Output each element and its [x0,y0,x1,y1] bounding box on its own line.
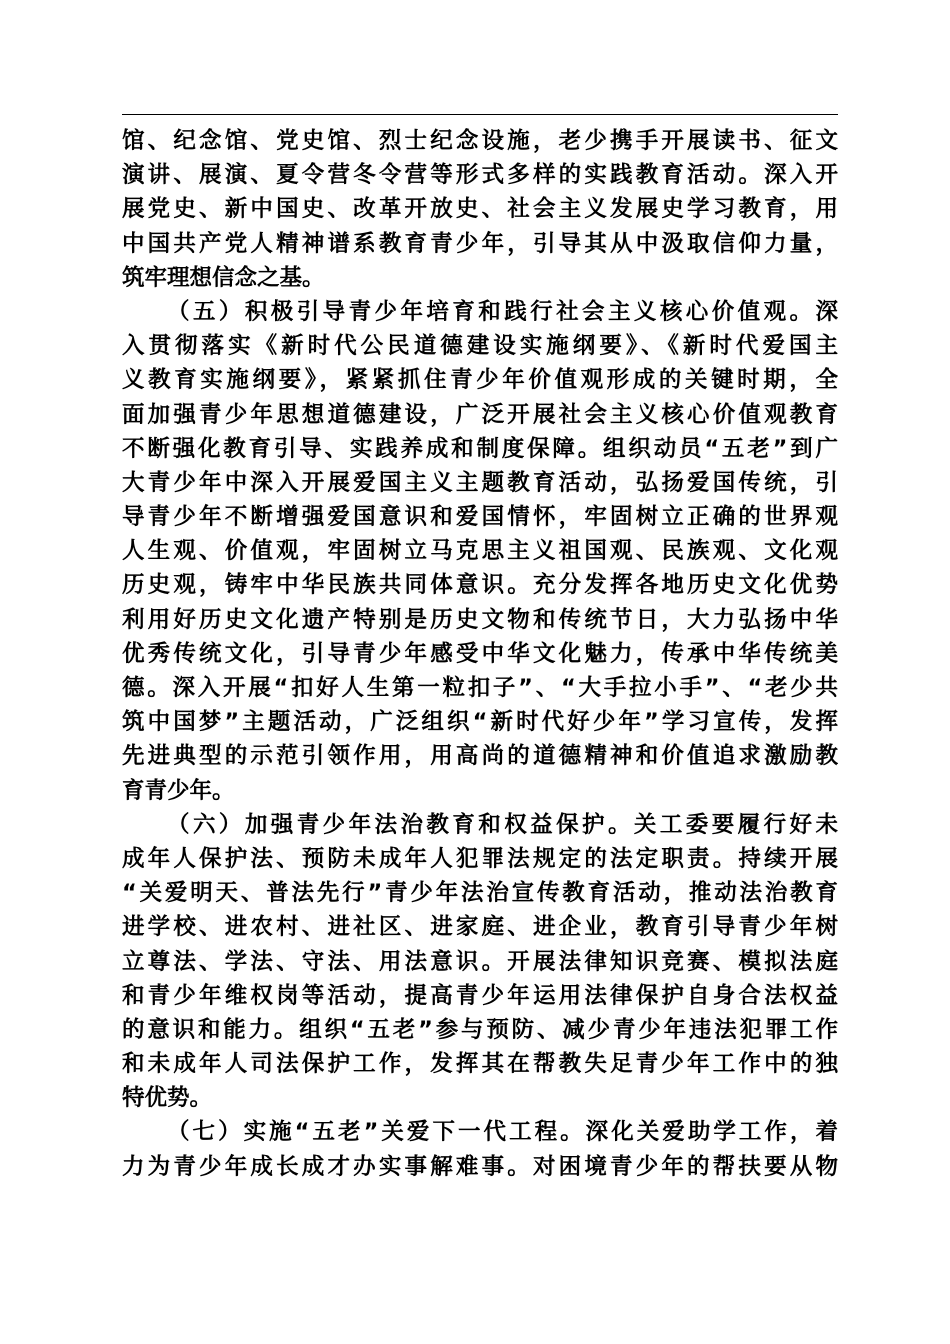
text-line: 特优势。 [122,1085,213,1112]
text-line: 历史观，铸牢中华民族共同体意识。充分发挥各地历史文化优势 [122,572,838,599]
text-line: “关爱明天、普法先行”青少年法治宣传教育活动，推动法治教育 [122,880,838,907]
text-line: 导青少年不断增强爱国意识和爱国情怀，牢固树立正确的世界观 [122,504,838,531]
paragraph-4-section-seven [122,1115,838,1183]
text-line: 演讲、展演、夏令营冬令营等形式多样的实践教育活动。深入开 [122,162,838,189]
text-line: 成年人保护法、预防未成年人犯罪法规定的法定职责。持续开展 [122,845,838,872]
text-line: 人生观、价值观，牢固树立马克思主义祖国观、民族观、文化观 [122,538,838,565]
text-line: 义教育实施纲要》，紧紧抓住青少年价值观形成的关键时期，全 [122,367,838,394]
text-line: 进学校、进农村、进社区、进家庭、进企业，教育引导青少年树 [122,914,838,941]
text-line: 入贯彻落实《新时代公民道德建设实施纲要》、《新时代爱国主 [122,333,838,360]
text-line: 的意识和能力。组织“五老”参与预防、减少青少年违法犯罪工作 [122,1016,838,1043]
text-line: 优秀传统文化，引导青少年感受中华文化魅力，传承中华传统美 [122,640,838,667]
text-line: 和未成年人司法保护工作，发挥其在帮教失足青少年工作中的独 [122,1051,838,1078]
text-line: 先进典型的示范引领作用，用高尚的道德精神和价值追求激励教 [122,743,838,770]
text-line: 德。深入开展“扣好人生第一粒扣子”、“大手拉小手”、“老少共 [122,675,838,701]
text-line: 馆、纪念馆、党史馆、烈士纪念设施，老少携手开展读书、征文 [122,128,838,154]
paragraph-2-section-five [122,295,838,808]
paragraph-1 [122,124,838,295]
text-line: 利用好历史文化遗产特别是历史文物和传统节日，大力弘扬中华 [122,606,838,633]
text-line: 筑牢理想信念之基。 [122,264,325,291]
header-rule [122,114,838,115]
text-line: 中国共产党人精神谱系教育青少年，引导其从中汲取信仰力量， [122,230,838,257]
text-line: 力为青少年成长成才办实事解难事。对困境青少年的帮扶要从物 [122,1153,838,1180]
text-line: 大青少年中深入开展爱国主义主题教育活动，弘扬爱国传统，引 [122,469,838,496]
paragraph-3-section-six [122,808,838,1116]
text-line: 立尊法、学法、守法、用法意识。开展法律知识竞赛、模拟法庭 [122,948,838,975]
section-heading-line: （六）加强青少年法治教育和权益保护。关工委要履行好未 [167,811,838,838]
section-heading-line: （七）实施“五老”关爱下一代工程。深化关爱助学工作，着 [167,1119,838,1146]
section-heading-line: （五）积极引导青少年培育和践行社会主义核心价值观。深 [167,298,838,325]
text-line: 育青少年。 [122,777,235,804]
text-line: 展党史、新中国史、改革开放史、社会主义发展史学习教育，用 [122,196,838,223]
text-line: 面加强青少年思想道德建设，广泛开展社会主义核心价值观教育 [122,401,838,428]
text-line: 不断强化教育引导、实践养成和制度保障。组织动员“五老”到广 [122,435,838,462]
text-line: 和青少年维权岗等活动，提高青少年运用法律保护自身合法权益 [122,982,838,1009]
document-body [122,124,838,1184]
text-line: 筑中国梦”主题活动，广泛组织“新时代好少年”学习宣传，发挥 [122,709,838,736]
